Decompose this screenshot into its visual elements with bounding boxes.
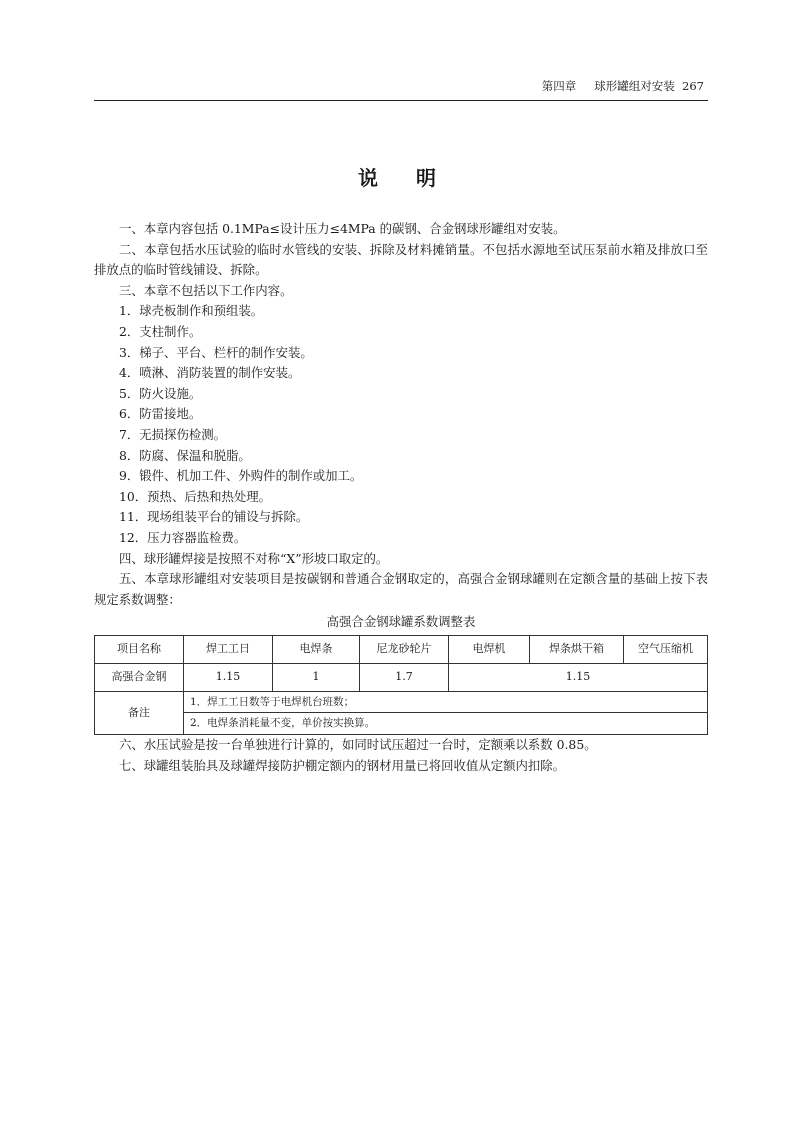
- list-item: 3．梯子、平台、栏杆的制作安装。: [119, 344, 313, 360]
- table-header-cell: 空气压缩机: [624, 635, 708, 663]
- clause-1: 一、本章内容包括 0.1MPa≤设计压力≤4MPa 的碳钢、合金钢球形罐组对安装。: [119, 221, 566, 236]
- table-cell-grinding-disc: 1.7: [360, 663, 449, 691]
- table-header-cell: 项目名称: [95, 635, 184, 663]
- table-header-cell: 电焊条: [273, 635, 360, 663]
- title-part-1: 说: [358, 166, 378, 190]
- clause-5: 五、本章球形罐组对安装项目是按碳钢和普通合金钢取定的，高强合金钢球罐则在定额含量的基础上按下表规定系数调整：: [94, 571, 708, 607]
- list-item: 9．锻件、机加工件、外购件的制作或加工。: [119, 468, 363, 484]
- page-title: [0, 162, 794, 191]
- header-info: [542, 78, 704, 94]
- page-header: [94, 76, 708, 101]
- table-cell-electrode: 1: [273, 663, 360, 691]
- clause-3: 三、本章不包括以下工作内容。: [119, 282, 293, 298]
- table-header-cell: 电焊机: [449, 635, 530, 663]
- table-remark-row: [95, 691, 708, 713]
- table-caption: 高强合金钢球罐系数调整表: [326, 614, 476, 630]
- coefficient-table: [94, 635, 708, 735]
- document-body: [94, 219, 708, 776]
- section-title: 球形罐组对安装: [594, 79, 675, 93]
- clause-6: 六、水压试验是按一台单独进行计算的，如同时试压超过一台时，定额乘以系数 0.85。: [119, 737, 597, 753]
- clause-2: 二、本章包括水压试验的临时水管线的安装、拆除及材料摊销量。不包括水源地至试压泵前水箱及排放口至排放点的临时管线铺设、拆除。: [94, 241, 708, 278]
- list-item: 5．防火设施。: [119, 385, 202, 401]
- list-item: 8．防腐、保温和脱脂。: [119, 447, 251, 463]
- table-remark-line: 1．焊工工日数等于电焊机台班数；: [184, 691, 708, 713]
- table-header-cell: 尼龙砂轮片: [360, 635, 449, 663]
- chapter-label: 第四章: [541, 79, 577, 93]
- list-item: 7．无损探伤检测。: [119, 426, 227, 442]
- table-header-cell: 焊工工日: [184, 635, 273, 663]
- list-item: 10．预热、后热和热处理。: [119, 488, 272, 504]
- list-item: 1．球壳板制作和预组装。: [119, 303, 264, 319]
- list-item: 12．压力容器监检费。: [119, 529, 247, 545]
- table-remark-label: 备注: [95, 691, 184, 734]
- table-remark-row: [95, 713, 708, 735]
- table-header-cell: 焊条烘干箱: [530, 635, 624, 663]
- clause-4: 四、球形罐焊接是按照不对称“X”形坡口取定的。: [119, 550, 389, 566]
- table-row: [95, 663, 708, 691]
- table-cell-welder-days: 1.15: [184, 663, 273, 691]
- list-item: 11．现场组装平台的铺设与拆除。: [119, 509, 309, 525]
- clause-7: 七、球罐组装胎具及球罐焊接防护棚定额内的钢材用量已将回收值从定额内扣除。: [119, 757, 566, 773]
- table-remark-line: 2．电焊条消耗量不变，单价按实换算。: [184, 713, 708, 735]
- table-cell-name: 高强合金钢: [95, 663, 184, 691]
- list-item: 6．防雷接地。: [119, 406, 202, 422]
- table-cell-equipment-factor: 1.15: [449, 663, 708, 691]
- page-number: 267: [682, 79, 704, 93]
- list-item: 2．支柱制作。: [119, 323, 202, 339]
- table-header-row: [95, 635, 708, 663]
- title-part-2: 明: [416, 166, 436, 190]
- list-item: 4．喷淋、消防装置的制作安装。: [119, 365, 301, 381]
